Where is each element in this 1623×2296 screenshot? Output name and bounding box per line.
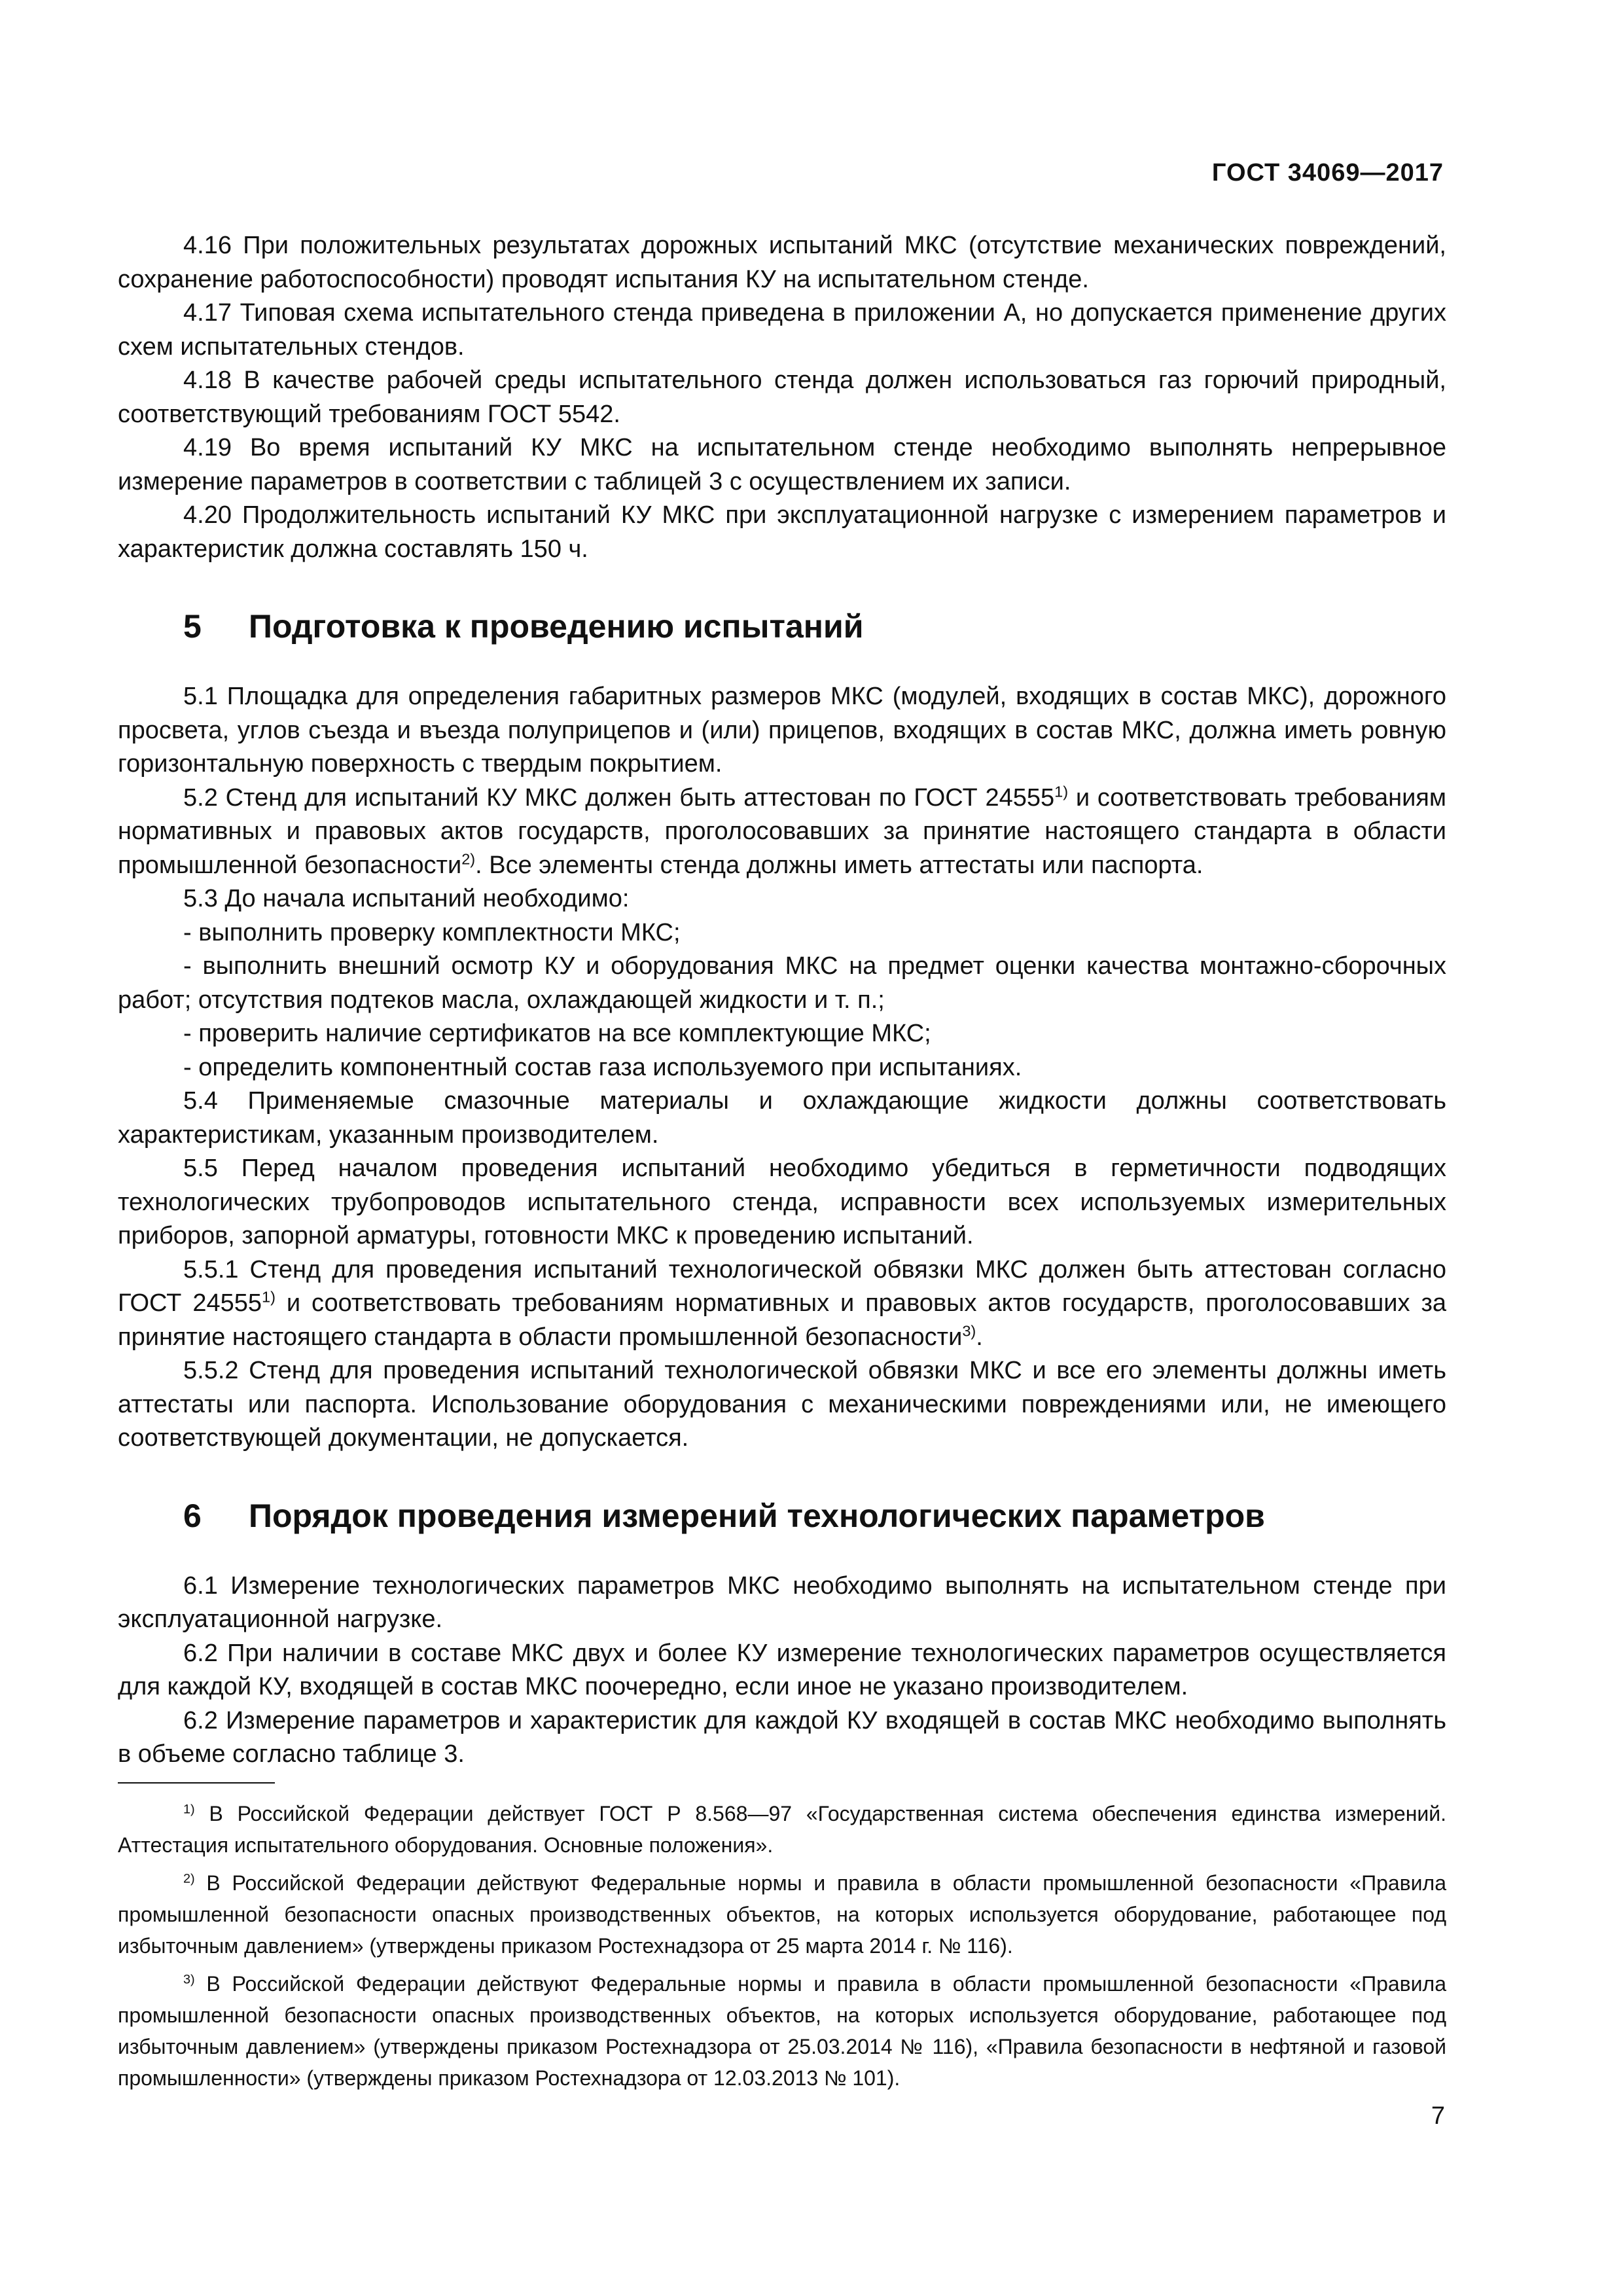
footnote-mark: 3): [183, 1971, 195, 1986]
paragraph-5-2-text-c: . Все элементы стенда должны иметь аттестаты или паспорта.: [475, 851, 1204, 879]
footnote-mark: 2): [183, 1871, 195, 1886]
footnote-text: В Российской Федерации действуют Федеральные нормы и правила в области промышленной безопасности «Правила промышленной безопасности опасных производственных объектов, на которых используется оборудование, работающее под избыточным давлением» (утверждены приказом Ростехнадзора от 25.03.2014 № 116), «Правила безопасности в нефтяной и газовой промышленности» (утверждены приказом Ростехнадзора от 12.03.2013 № 101).: [118, 1971, 1446, 2090]
footnote-3: [118, 1968, 1446, 2094]
footnote-ref-1: 1): [1054, 782, 1069, 800]
document-id-header: ГОСТ 34069—2017: [1211, 159, 1444, 187]
document-body: [118, 229, 1446, 2094]
paragraph-5-5-1: [118, 1253, 1446, 1355]
list-item: - выполнить внешний осмотр КУ и оборудования МКС на предмет оценки качества монтажно-сборочных работ; отсутствия подтеков масла, охлаждающей жидкости и т. п.;: [118, 952, 1446, 1014]
paragraph-4-19: 4.19 Во время испытаний КУ МКС на испытательном стенде необходимо выполнять непрерывное измерение параметров в соответствии с таблицей 3 с осуществлением их записи.: [118, 434, 1446, 495]
paragraph-5-5: 5.5 Перед началом проведения испытаний необходимо убедиться в герметичности подводящих технологических трубопроводов испытательного стенда, исправности всех используемых измерительных приборов, запорной арматуры, готовности МКС к проведению испытаний.: [118, 1155, 1446, 1249]
paragraph-6-2: 6.2 При наличии в составе МКС двух и более КУ измерение технологических параметров осуществляется для каждой КУ, входящей в состав МКС поочередно, если иное не указано производителем.: [118, 1639, 1446, 1700]
paragraph-5-5-2: 5.5.2 Стенд для проведения испытаний технологической обвязки МКС и все его элементы должны иметь аттестаты или паспорта. Использование оборудования с механическими повреждениями или, не имеющего соответствующей документации, не допускается.: [118, 1357, 1446, 1452]
paragraph-5-5-1-text-b: и соответствовать требованиям нормативных и правовых актов государств, проголосовавших за принятие настоящего стандарта в области промышленной безопасности: [118, 1289, 1447, 1351]
list-item: - выполнить проверку комплектности МКС;: [183, 918, 681, 946]
footnote-text: В Российской Федерации действуют Федеральные нормы и правила в области промышленной безопасности «Правила промышленной безопасности опасных производственных объектов, на которых используется оборудование, работающее под избыточным давлением» (утверждены приказом Ростехнадзора от 25 марта 2014 г. № 116).: [118, 1871, 1446, 1958]
paragraph-5-2: [118, 781, 1446, 883]
paragraph-4-17: 4.17 Типовая схема испытательного стенда приведена в приложении А, но допускается применение других схем испытательных стендов.: [118, 299, 1446, 361]
paragraph-6-1: 6.1 Измерение технологических параметров МКС необходимо выполнять на испытательном стенде при эксплуатационной нагрузке.: [118, 1571, 1446, 1633]
paragraph-5-5-1-text-c: .: [976, 1323, 983, 1351]
footnote-divider: [118, 1782, 275, 1784]
paragraph-5-1: 5.1 Площадка для определения габаритных размеров МКС (модулей, входящих в состав МКС), дорожного просвета, углов съезда и въезда полуприцепов и (или) прицепов, входящих в состав МКС, должна иметь ровную горизонтальную поверхность с твердым покрытием.: [118, 683, 1446, 778]
section-5-heading: [118, 607, 1446, 646]
paragraph-5-4: 5.4 Применяемые смазочные материалы и охлаждающие жидкости должны соответствовать характеристикам, указанным производителем.: [118, 1087, 1446, 1149]
section-5-title: Подготовка к проведению испытаний: [249, 608, 864, 645]
footnote-ref-2: 2): [461, 850, 476, 867]
paragraph-4-18: 4.18 В качестве рабочей среды испытательного стенда должен использоваться газ горючий природный, соответствующий требованиям ГОСТ 5542.: [118, 367, 1446, 428]
section-6-number: 6: [183, 1497, 202, 1534]
footnote-1: [118, 1798, 1446, 1861]
footnote-ref-1: 1): [262, 1288, 276, 1306]
paragraph-5-3: 5.3 До начала испытаний необходимо:: [183, 885, 630, 912]
section-5-number: 5: [183, 608, 202, 645]
paragraph-6-2-b: 6.2 Измерение параметров и характеристик для каждой КУ входящей в состав МКС необходимо выполнять в объеме согласно таблице 3.: [118, 1706, 1446, 1768]
list-item: - определить компонентный состав газа используемого при испытаниях.: [183, 1053, 1022, 1081]
list-item: - проверить наличие сертификатов на все комплектующие МКС;: [183, 1020, 931, 1047]
paragraph-4-16: 4.16 При положительных результатах дорожных испытаний МКС (отсутствие механических повреждений, сохранение работоспособности) проводят испытания КУ на испытательном стенде.: [118, 232, 1446, 293]
paragraph-5-5-1-text-a: 5.5.1 Стенд для проведения испытаний технологической обвязки МКС должен быть аттестован согласно ГОСТ 24555: [118, 1255, 1446, 1317]
footnote-text: В Российской Федерации действует ГОСТ Р 8.568—97 «Государственная система обеспечения единства измерений. Аттестация испытательного оборудования. Основные положения».: [118, 1801, 1446, 1857]
paragraph-5-2-text-a: 5.2 Стенд для испытаний КУ МКС должен быть аттестован по ГОСТ 24555: [183, 783, 1055, 812]
footnote-ref-3: 3): [962, 1321, 976, 1339]
section-6-heading: [118, 1496, 1446, 1535]
footnote-mark: 1): [183, 1801, 195, 1816]
footnote-2: [118, 1867, 1446, 1962]
paragraph-5-2-text-b: и соответствовать требованиям нормативных и правовых актов государств, проголосовавших за принятие настоящего стандарта в области промышленной безопасности: [118, 783, 1446, 879]
paragraph-4-20: 4.20 Продолжительность испытаний КУ МКС при эксплуатационной нагрузке с измерением параметров и характеристик должна составлять 150 ч.: [118, 501, 1446, 563]
page-number: 7: [1431, 2102, 1445, 2130]
section-6-title: Порядок проведения измерений технологических параметров: [249, 1497, 1265, 1534]
